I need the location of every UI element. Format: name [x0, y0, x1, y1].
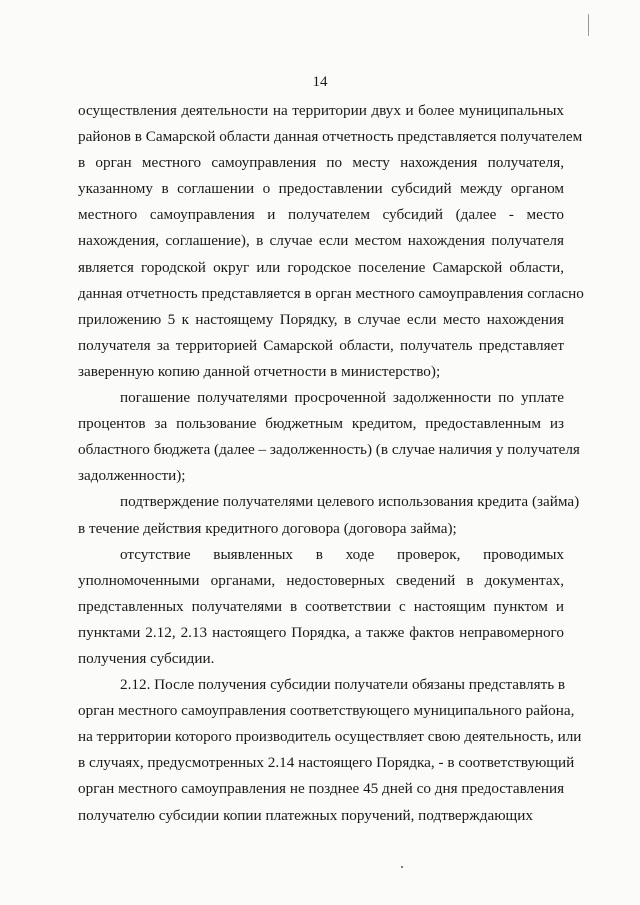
paragraph — [78, 672, 582, 829]
paragraph — [78, 542, 564, 672]
paragraph — [78, 385, 580, 489]
text-line: указанному в соглашении о предоставлении субсидий между органом — [78, 180, 564, 198]
text-line: пунктами 2.12, 2.13 настоящего Порядка, а также фактов неправомерного — [78, 623, 564, 641]
text-line: задолженности); — [78, 467, 186, 485]
text-line: в течение действия кредитного договора (договора займа); — [78, 519, 457, 537]
scan-speck — [588, 14, 589, 36]
page-number: 14 — [312, 74, 328, 90]
document-body — [78, 98, 584, 829]
text-line: погашение получателями просроченной задолженности по уплате — [120, 389, 564, 407]
text-line: отсутствие выявленных в ходе проверок, проводимых — [120, 545, 564, 563]
text-line: подтверждение получателями целевого использования кредита (займа) — [120, 493, 580, 511]
scan-speck — [401, 866, 403, 868]
text-line: приложению 5 к настоящему Порядку, в случае если место нахождения — [78, 310, 564, 328]
text-line: орган местного самоуправления не позднее 45 дней со дня предоставления — [78, 780, 565, 798]
text-line: получателя за территорией Самарской области, получатель представляет — [78, 336, 564, 354]
text-line: данная отчетность представляется в орган местного самоуправления согласно — [78, 284, 584, 302]
text-line: является городской округ или городское поселение Самарской области, — [78, 258, 564, 276]
text-line: в случаях, предусмотренных 2.14 настоящего Порядка, - в соответствующий — [78, 754, 575, 772]
text-line: получения субсидии. — [78, 649, 215, 667]
text-line: в орган местного самоуправления по месту нахождения получателя, — [78, 154, 564, 172]
text-line: местного самоуправления и получателем субсидий (далее - место — [78, 206, 564, 224]
paragraph — [78, 489, 580, 541]
text-line: представленных получателями в соответствии с настоящим пунктом и — [78, 597, 564, 615]
text-line: процентов за пользование бюджетным кредитом, предоставленным из — [78, 415, 564, 433]
text-line: заверенную копию данной отчетности в министерство); — [78, 362, 441, 380]
paragraph — [78, 98, 584, 385]
text-line: нахождения, соглашение), в случае если местом нахождения получателя — [78, 232, 564, 250]
text-line: получателю субсидии копии платежных поручений, подтверждающих — [78, 806, 533, 824]
text-line: осуществления деятельности на территории двух и более муниципальных — [78, 102, 564, 119]
text-line: районов в Самарской области данная отчетность представляется получателем — [78, 128, 583, 146]
text-line: областного бюджета (далее – задолженность) (в случае наличия у получателя — [78, 441, 580, 459]
text-line: 2.12. После получения субсидии получатели обязаны представлять в — [120, 676, 566, 694]
text-line: орган местного самоуправления соответствующего муниципального района, — [78, 702, 575, 720]
text-line: уполномоченными органами, недостоверных сведений в документах, — [78, 571, 564, 589]
text-line: на территории которого производитель осуществляет свою деятельность, или — [78, 728, 582, 746]
